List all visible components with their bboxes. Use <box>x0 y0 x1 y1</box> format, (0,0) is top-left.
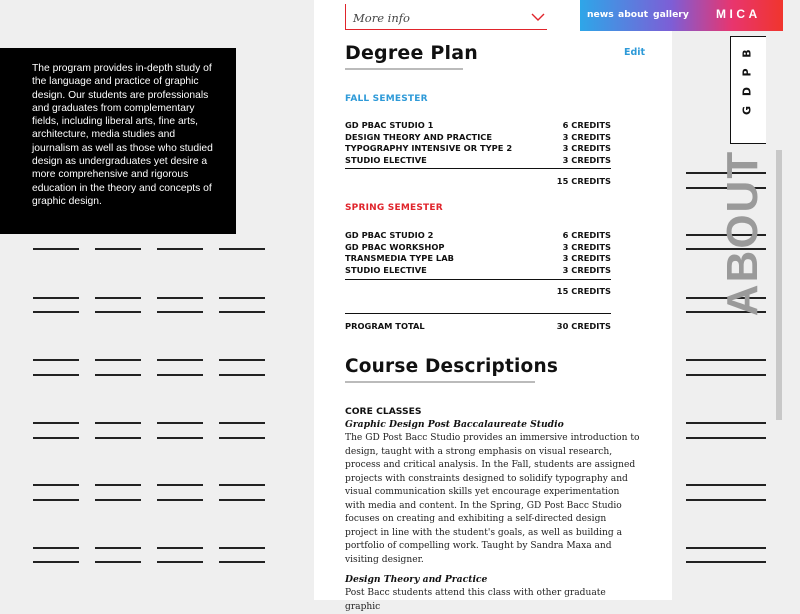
program-code-letter: D <box>740 86 754 97</box>
program-code-vertical <box>742 44 756 120</box>
background-dash <box>157 297 203 299</box>
semester-total-row <box>345 176 611 188</box>
background-dash <box>720 547 766 549</box>
course-row <box>345 155 611 167</box>
spring-semester-heading: SPRING SEMESTER <box>345 203 443 213</box>
background-dash <box>33 422 79 424</box>
course-description: The GD Post Bacc Studio provides an immersive introduction to design, taught with a strong emphasis on visual research, process and critical analysis. In the Fall, students are assigned projects with constraints designed to solidify typography and visual communication skills yet encourage experimentation with media and content. In the Spring, GD Post Bacc Studio focuses on creating and exhibiting a self-directed design project in line with the student's goals, as well as building a portfolio of compelling work. Taught by Sandra Maxa and visiting designer. <box>345 433 640 565</box>
background-dash <box>720 374 766 376</box>
background-dash <box>95 437 141 439</box>
course-row <box>345 253 611 265</box>
background-dash <box>95 374 141 376</box>
core-classes-heading: CORE CLASSES <box>345 406 422 417</box>
background-dash <box>95 297 141 299</box>
section-label-wrapper <box>720 146 770 322</box>
background-dash <box>95 248 141 250</box>
program-code-letter: P <box>740 68 754 77</box>
semester-total-row <box>345 286 611 298</box>
divider <box>345 279 611 280</box>
background-dash <box>33 484 79 486</box>
background-dash <box>157 561 203 563</box>
background-dash <box>219 374 265 376</box>
course-credits: 6 CREDITS <box>562 120 611 130</box>
background-dash <box>720 561 766 563</box>
background-dash <box>720 484 766 486</box>
background-dash <box>33 499 79 501</box>
fall-semester-heading: FALL SEMESTER <box>345 94 428 104</box>
background-dash <box>95 422 141 424</box>
program-total-row <box>345 321 611 333</box>
background-dash <box>219 359 265 361</box>
background-dash <box>157 248 203 250</box>
course-name: TYPOGRAPHY INTENSIVE OR TYPE 2 <box>345 143 513 153</box>
title-underline <box>345 381 535 383</box>
section-label: ABOUT <box>718 149 767 317</box>
course-name: GD PBAC STUDIO 1 <box>345 120 434 130</box>
divider <box>345 313 611 314</box>
program-code-letter: B <box>740 49 754 58</box>
program-total-label: PROGRAM TOTAL <box>345 321 425 331</box>
course-credits: 3 CREDITS <box>562 143 611 153</box>
course-name: DESIGN THEORY AND PRACTICE <box>345 131 493 142</box>
background-dash <box>157 311 203 313</box>
background-dash <box>33 437 79 439</box>
course-credits: 3 CREDITS <box>562 154 611 165</box>
course-row <box>345 120 611 132</box>
background-dash <box>95 484 141 486</box>
course-row <box>345 265 611 277</box>
program-total-credits: 30 CREDITS <box>556 321 611 331</box>
spring-total: 15 CREDITS <box>556 286 611 296</box>
scrollbar[interactable] <box>776 150 782 420</box>
background-dash <box>219 547 265 549</box>
program-code-letter: G <box>740 105 754 116</box>
chevron-down-icon <box>531 13 545 22</box>
course-title: Design Theory and Practice <box>345 574 488 585</box>
course-title: Graphic Design Post Baccalaureate Studio <box>345 419 564 430</box>
background-dash <box>720 422 766 424</box>
background-dash <box>95 561 141 563</box>
more-info-label: More info <box>353 11 410 25</box>
course-row <box>345 242 611 254</box>
background-dash <box>219 499 265 501</box>
nav-link-about[interactable]: about <box>618 9 649 20</box>
background-dash <box>219 437 265 439</box>
background-dash <box>157 547 203 549</box>
background-dash <box>95 499 141 501</box>
course-description: Post Bacc students attend this class with other graduate graphic <box>345 588 606 612</box>
background-dash <box>720 359 766 361</box>
course-name: GD PBAC STUDIO 2 <box>345 230 434 240</box>
background-dash <box>33 297 79 299</box>
background-dash <box>33 248 79 250</box>
course-credits: 3 CREDITS <box>562 264 611 275</box>
course-descriptions-title: Course Descriptions <box>345 356 559 377</box>
background-dash <box>219 561 265 563</box>
background-dash <box>219 297 265 299</box>
course-name: GD PBAC WORKSHOP <box>345 241 445 252</box>
course-row <box>345 132 611 144</box>
background-dash <box>157 374 203 376</box>
course-credits: 3 CREDITS <box>562 131 611 142</box>
background-dash <box>219 422 265 424</box>
divider <box>345 168 611 169</box>
background-dash <box>33 311 79 313</box>
course-credits: 3 CREDITS <box>562 241 611 252</box>
fall-total: 15 CREDITS <box>556 176 611 186</box>
background-dash <box>720 499 766 501</box>
background-dash <box>157 484 203 486</box>
background-dash <box>219 484 265 486</box>
intro-text: The program provides in-depth study of the language and practice of graphic design. Our students are professionals and graduates from complementary fields, including liberal arts, fine arts, architecture, media studies and journalism as well as those who studied design as undergraduates yet desire a more comprehensive and rigorous education in the theory and concepts of graphic design. <box>32 63 213 207</box>
background-dash <box>157 422 203 424</box>
course-row <box>345 230 611 242</box>
background-dash <box>33 547 79 549</box>
background-dash <box>33 359 79 361</box>
background-dash <box>219 311 265 313</box>
more-info-dropdown[interactable] <box>345 4 547 30</box>
intro-text-block <box>0 48 236 234</box>
background-dash <box>95 359 141 361</box>
background-dash <box>95 547 141 549</box>
background-dash <box>157 437 203 439</box>
nav-link-news[interactable]: news <box>587 9 614 20</box>
course-credits: 6 CREDITS <box>562 230 611 240</box>
course-credits: 3 CREDITS <box>562 253 611 263</box>
course-name: STUDIO ELECTIVE <box>345 264 427 275</box>
course-name: TRANSMEDIA TYPE LAB <box>345 253 454 263</box>
background-dash <box>720 437 766 439</box>
background-dash <box>219 248 265 250</box>
course-name: STUDIO ELECTIVE <box>345 154 427 165</box>
title-underline <box>345 68 463 70</box>
background-dash <box>157 359 203 361</box>
background-dash <box>95 311 141 313</box>
background-dash <box>33 374 79 376</box>
background-dash <box>157 499 203 501</box>
edit-link[interactable]: Edit <box>624 47 646 58</box>
degree-plan-column <box>314 0 672 612</box>
nav-link-gallery[interactable]: gallery <box>653 9 689 20</box>
top-nav-bar <box>580 0 783 31</box>
mica-logo[interactable]: MICA <box>716 7 761 21</box>
background-dash <box>33 561 79 563</box>
course-row <box>345 143 611 155</box>
degree-plan-title: Degree Plan <box>345 42 479 64</box>
